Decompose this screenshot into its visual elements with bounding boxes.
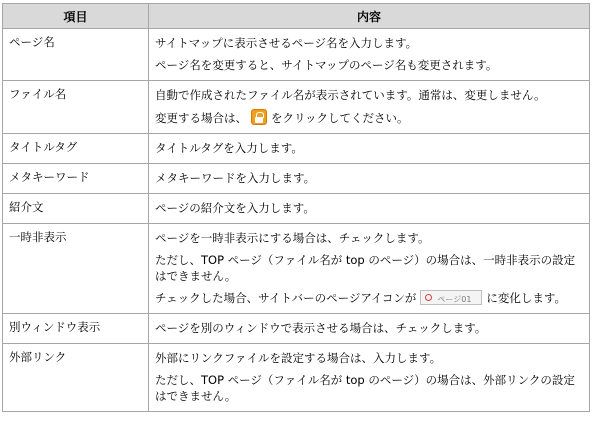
row-description (149, 314, 590, 344)
row-item-label: メタキーワード (3, 164, 149, 194)
description-line: タイトルタグを入力します。 (155, 141, 303, 155)
description-line: ただし、TOP ページ（ファイル名が top のページ）の場合は、外部リンクの設定はできません。 (155, 373, 575, 403)
header-content: 内容 (149, 4, 590, 29)
row-description (149, 29, 590, 81)
description-line: ページを一時非表示にする場合は、チェックします。 (155, 231, 430, 245)
description-line (155, 109, 583, 126)
row-description (149, 81, 590, 134)
row-description (149, 164, 590, 194)
row-description (149, 194, 590, 224)
icon-line-after: に変化します。 (486, 291, 566, 305)
row-item-label: ファイル名 (3, 81, 149, 134)
header-item: 項目 (3, 4, 149, 29)
description-line: メタキーワードを入力します。 (155, 171, 316, 185)
lock-icon[interactable] (251, 109, 267, 125)
page-icon-label: ページ01 (437, 295, 472, 304)
page-status-dot-icon (425, 294, 432, 301)
description-line: ページ名を変更すると、サイトマップのページ名も変更されます。 (155, 58, 498, 72)
table-row (3, 194, 590, 224)
icon-line-before: チェックした場合、サイトバーのページアイコンが (155, 291, 417, 305)
row-description (149, 134, 590, 164)
table-row (3, 134, 590, 164)
row-item-label: タイトルタグ (3, 134, 149, 164)
table-row (3, 164, 590, 194)
row-item-label: ページ名 (3, 29, 149, 81)
row-description (149, 224, 590, 314)
description-line: 自動で作成されたファイル名が表示されています。通常は、変更しません。 (155, 88, 546, 102)
row-item-label: 一時非表示 (3, 224, 149, 314)
table-row (3, 224, 590, 314)
row-item-label: 別ウィンドウ表示 (3, 314, 149, 344)
page-icon (420, 290, 482, 305)
row-description (149, 344, 590, 412)
settings-table (2, 3, 590, 412)
lock-line-before: 変更する場合は、 (155, 111, 247, 125)
lock-line-after: をクリックしてください。 (271, 111, 409, 125)
table-row (3, 344, 590, 412)
description-line: 外部にリンクファイルを設定する場合は、入力します。 (155, 351, 442, 365)
table-row (3, 314, 590, 344)
description-line: ページを別のウィンドウで表示させる場合は、チェックします。 (155, 321, 487, 335)
table-row (3, 29, 590, 81)
description-line: ただし、TOP ページ（ファイル名が top のページ）の場合は、一時非表示の設定はできません。 (155, 253, 576, 283)
description-line (155, 290, 583, 306)
table-header-row (3, 4, 590, 29)
row-item-label: 外部リンク (3, 344, 149, 412)
row-item-label: 紹介文 (3, 194, 149, 224)
table-row (3, 81, 590, 134)
description-line: サイトマップに表示させるページ名を入力します。 (155, 36, 418, 50)
description-line: ページの紹介文を入力します。 (155, 201, 315, 215)
